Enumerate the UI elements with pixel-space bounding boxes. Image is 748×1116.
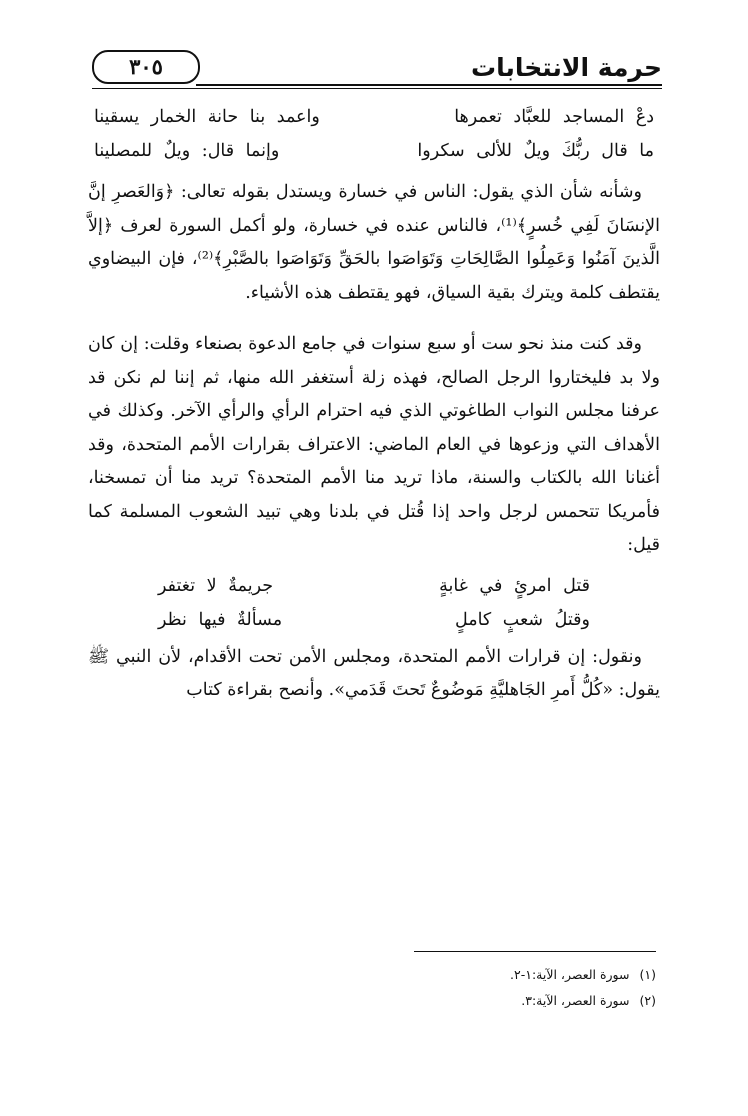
header-rule-thin (92, 88, 662, 89)
verse-second-hemistich: جريمةٌ لا تغتفر (158, 575, 274, 596)
page-header (92, 50, 662, 90)
footnote (300, 962, 656, 988)
running-title: حرمة الانتخابات (471, 53, 662, 82)
poem-verse (94, 100, 654, 134)
page-number: ٣٠٥ (92, 50, 200, 84)
paragraph: ونقول: إن قرارات الأمم المتحدة، ومجلس الأمن تحت الأقدام، لأن النبي ﷺ يقول: «كُلُّ أَمرِ الجَاهليَّةِ مَوضُوعٌ تَحتَ قَدَمي». وأنصح بقراءة كتاب (88, 646, 660, 700)
verse-second-hemistich: مسألةٌ فيها نظر (158, 609, 283, 630)
verse-second-hemistich: وإنما قال: ويلٌ للمصلينا (94, 141, 280, 161)
footnote-text: سورة العصر، الآية:٣. (521, 993, 630, 1008)
footnotes (300, 962, 656, 1014)
verse-second-hemistich: واعمد بنا حانة الخمار يسقينا (94, 107, 320, 127)
verse-first-hemistich: قتل امرئٍ في غابةٍ (439, 575, 590, 596)
poem-verse (94, 134, 654, 168)
footnote-text: سورة العصر، الآية:١-٢. (510, 967, 630, 982)
poem-verse (158, 569, 590, 603)
footnote-number: (٢) (639, 993, 656, 1008)
verse-first-hemistich: ما قال ربُّكَ ويلٌ للألى سكروا (417, 141, 654, 161)
paragraph: وقد كنت منذ نحو ست أو سبع سنوات في جامع الدعوة بصنعاء وقلت: إن كان ولا بد فليختاروا الرجل الصالح، فهذه زلة أستغفر الله منها، ثم إننا لم نكن قد عرفنا مجلس النواب الطاغوتي الذي فيه احترام الرأي والرأي الآخر. وكذلك في الأهداف التي وزعوها في العام الماضي: الاعتراف بقرارات الأمم المتحدة، وقد أغنانا الله بالكتاب والسنة، ماذا تريد منا الأمم المتحدة؟ تريد منا أن تمسخنا، فأمريكا تتحمس لرجل واحد إذا قُتل في بلدنا وهي تبيد الشعوب المسلمة كما قيل: (88, 334, 660, 555)
verse-first-hemistich: وقتلُ شعبٍ كاملٍ (454, 609, 590, 630)
footnote-number: (١) (639, 967, 656, 982)
paragraph: وشأنه شأن الذي يقول: الناس في خسارة ويستدل بقوله تعالى: ﴿وَالعَصرِ إنَّ الإنسَانَ لَفِي خُسرٍ﴾⁽¹⁾، فالناس عنده في خسارة، ولو أكمل السورة لعرف ﴿إلاَّ الَّذينَ آمَنُوا وَعَمِلُوا الصَّالِحَاتِ وَتَوَاصَوا بالحَقِّ وَتَوَاصَوا بالصَّبْرِ﴾⁽²⁾، فإن البيضاوي يقتطف كلمة ويترك بقية السياق، فهو يقتطف هذه الأشياء. (88, 182, 660, 303)
footnote (300, 988, 656, 1014)
header-rule (196, 84, 662, 86)
verse-first-hemistich: دعْ المساجد للعبَّاد تعمرها (454, 107, 654, 127)
footnote-separator (414, 951, 656, 952)
poem-verse (158, 603, 590, 637)
body-text (88, 100, 660, 708)
